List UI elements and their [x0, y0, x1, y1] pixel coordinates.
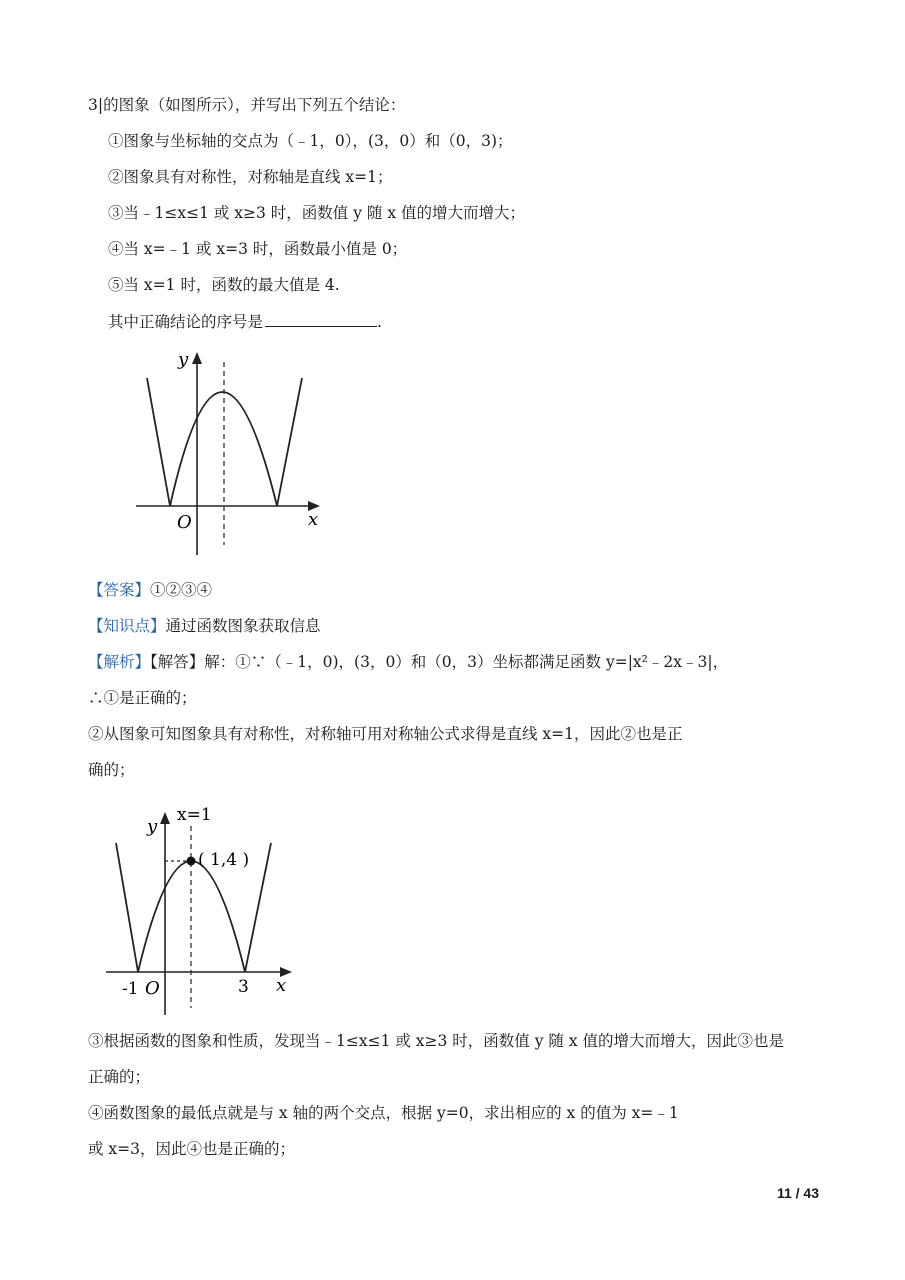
- analysis-line-6: 正确的；: [88, 1068, 151, 1086]
- symmetry-axis-label: x=1: [177, 805, 212, 825]
- statement-5: ⑤当 x=1 时，函数的最大值是 4.: [108, 276, 340, 294]
- question-prefix: 其中正确结论的序号是: [108, 313, 264, 331]
- tick-label-neg1: -1: [122, 979, 139, 999]
- analysis-line-7: ④函数图象的最低点就是与 x 轴的两个交点，根据 y=0，求出相应的 x 的值为 x=﹣1: [88, 1104, 679, 1122]
- vertex-point: [187, 857, 196, 866]
- vertex-label: ( 1,4 ): [198, 850, 250, 870]
- statement-3: ③当﹣1≤x≤1 或 x≥3 时，函数值 y 随 x 值的增大而增大；: [108, 204, 526, 222]
- analysis-line-3: ②从图象可知图象具有对称性，对称轴可用对称轴公式求得是直线 x=1，因此②也是正: [88, 725, 683, 743]
- analysis-line-2: ∴①是正确的；: [88, 689, 197, 707]
- page-number: 11 / 43: [776, 1185, 819, 1201]
- analysis-line-4: 确的；: [88, 761, 135, 779]
- answer-text: ①②③④: [150, 581, 213, 599]
- y-axis-arrow-icon: [160, 812, 170, 824]
- analysis-line-5: ③根据函数的图象和性质，发现当﹣1≤x≤1 或 x≥3 时，函数值 y 随 x 值的增大而增大，因此③也是: [88, 1032, 785, 1050]
- x-axis-label: x: [308, 509, 319, 530]
- tick-label-3: 3: [238, 977, 249, 997]
- statement-1: ①图象与坐标轴的交点为（﹣1，0），(3，0）和（0，3)；: [108, 132, 513, 150]
- knowledge-tag: 【知识点】: [88, 617, 166, 635]
- analysis-line-8: 或 x=3，因此④也是正确的；: [88, 1140, 296, 1158]
- analysis-tag: 【解析】: [88, 653, 151, 671]
- origin-label: O: [145, 978, 160, 999]
- x-axis-label: x: [276, 975, 287, 996]
- analysis-text-1: 【解答】解：①∵（﹣1，0)，(3，0）和（0，3）坐标都满足函数 y=|x²﹣2x﹣3|，: [150, 653, 729, 671]
- origin-label: O: [177, 512, 192, 533]
- y-axis-label: y: [147, 816, 158, 837]
- statement-4: ④当 x=﹣1 或 x=3 时，函数最小值是 0；: [108, 240, 408, 258]
- question-suffix: .: [377, 313, 382, 331]
- knowledge-text: 通过函数图象获取信息: [165, 617, 321, 635]
- answer-tag: 【答案】: [88, 581, 151, 599]
- y-axis-label: y: [178, 349, 189, 370]
- statement-2: ②图象具有对称性，对称轴是直线 x=1；: [108, 168, 393, 186]
- problem-intro: 3|的图象（如图所示），并写出下列五个结论：: [88, 96, 406, 114]
